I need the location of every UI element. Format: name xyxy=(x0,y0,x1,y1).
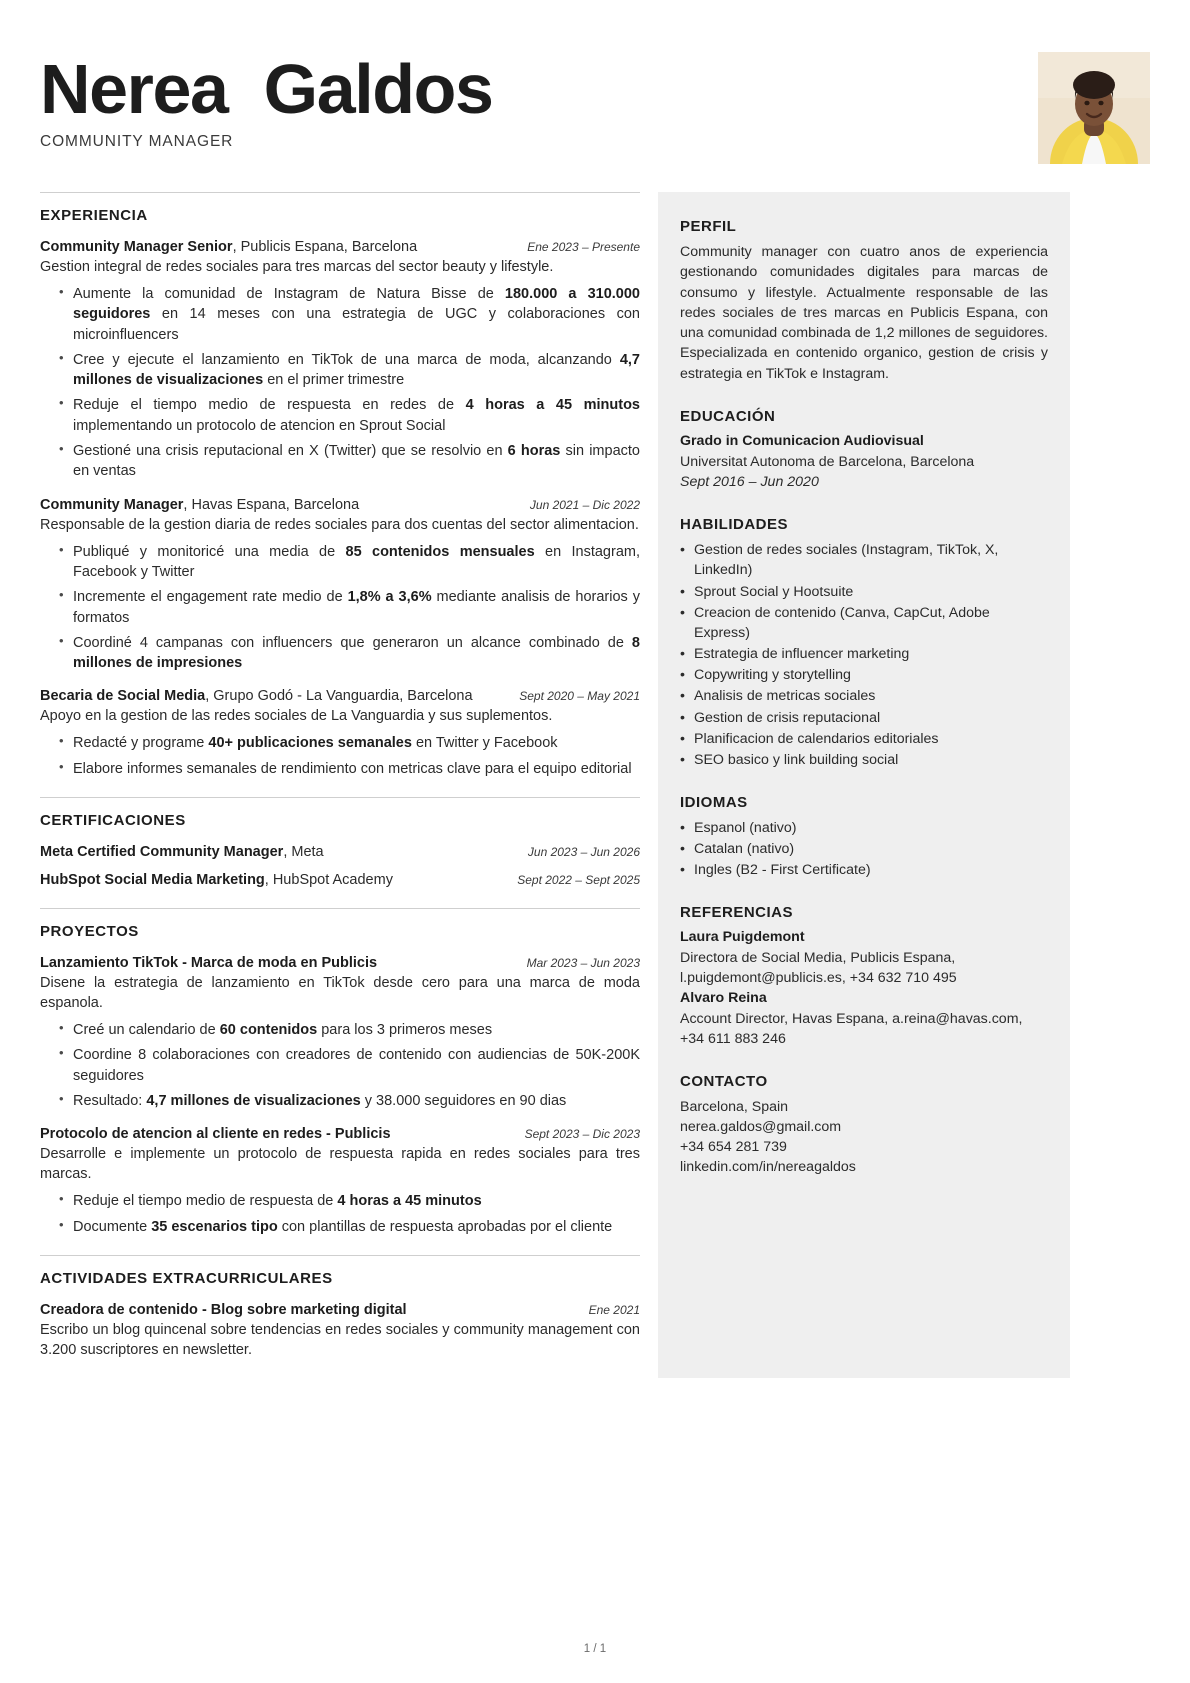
education-degree: Grado in Comunicacion Audiovisual xyxy=(680,433,924,450)
experience-entry xyxy=(40,237,640,482)
sidebar-section-habilidades xyxy=(680,516,1048,770)
highlight-text: 40+ publicaciones semanales xyxy=(208,735,412,752)
entry-date: Sept 2020 – May 2021 xyxy=(519,689,640,704)
contact-list xyxy=(680,1097,1048,1178)
sidebar-heading: IDIOMAS xyxy=(680,793,748,811)
project-entry xyxy=(40,1124,640,1237)
skill-item: • Gestion de crisis reputacional xyxy=(680,708,1048,728)
contact-line: linkedin.com/in/nereagaldos xyxy=(680,1159,856,1176)
page-indicator: 1 / 1 xyxy=(583,1643,607,1655)
skill-item: • Gestion de redes sociales (Instagram, TikTok, X, LinkedIn) xyxy=(680,540,1048,580)
section-heading: ACTIVIDADES EXTRACURRICULARES xyxy=(40,1269,333,1287)
bullet-list xyxy=(40,284,640,482)
entry-title: Community Manager, Havas Espana, Barcelona xyxy=(40,496,360,513)
section-heading: PROYECTOS xyxy=(40,923,139,941)
extracurricular-title: Creadora de contenido - Blog sobre marketing digital xyxy=(40,1301,407,1318)
bullet-list xyxy=(40,542,640,674)
project-title: Protocolo de atencion al cliente en redes - Publicis xyxy=(40,1126,391,1143)
reference-entry xyxy=(680,928,1048,988)
entry-date: Jun 2021 – Dic 2022 xyxy=(529,497,640,512)
sidebar-section-idiomas xyxy=(680,794,1048,880)
list-item: • Gestioné una crisis reputacional en X (Twitter) que se resolvio en 6 horas sin impacto en ventas xyxy=(40,441,640,482)
education-school: Universitat Autonoma de Barcelona, Barcelona xyxy=(680,453,975,470)
bullet-list xyxy=(40,1020,640,1111)
contact-line: +34 654 281 739 xyxy=(680,1139,787,1156)
section-divider xyxy=(40,192,640,193)
highlight-text: 4 horas a 45 minutos xyxy=(465,397,640,414)
entry-header xyxy=(40,237,640,257)
certification-title: Meta Certified Community Manager, Meta xyxy=(40,844,324,861)
project-description: Disene la estrategia de lanzamiento en TikTok desde cero para una marca de moda espanola. xyxy=(40,975,640,1012)
sidebar-section-contacto xyxy=(680,1073,1048,1178)
education-date: Sept 2016 – Jun 2020 xyxy=(680,474,819,491)
entry-header xyxy=(40,1124,640,1144)
highlight-text: 4,7 millones de visualizaciones xyxy=(73,351,640,389)
sidebar-section-educacion xyxy=(680,408,1048,492)
page-footer xyxy=(0,1643,1190,1655)
reference-name: Laura Puigdemont xyxy=(680,929,805,946)
sidebar-heading: EDUCACIÓN xyxy=(680,408,776,426)
section-divider xyxy=(40,797,640,798)
skill-item: • Sprout Social y Hootsuite xyxy=(680,582,1048,602)
list-item: • Creé un calendario de 60 contenidos para los 3 primeros meses xyxy=(40,1020,640,1040)
avatar xyxy=(1038,52,1150,164)
project-date: Sept 2023 – Dic 2023 xyxy=(524,1127,640,1142)
experience-entry xyxy=(40,495,640,674)
section-proyectos xyxy=(40,923,640,1237)
section-certificaciones xyxy=(40,812,640,890)
reference-detail: Account Director, Havas Espana, a.reina@havas.com, +34 611 883 246 xyxy=(680,1010,1023,1047)
main-column xyxy=(40,192,640,1378)
reference-name: Alvaro Reina xyxy=(680,989,767,1006)
sidebar-section-perfil xyxy=(680,218,1048,384)
entry-header xyxy=(40,495,640,515)
list-item: • Resultado: 4,7 millones de visualizaciones y 38.000 seguidores en 90 dias xyxy=(40,1091,640,1111)
skill-item: • SEO basico y link building social xyxy=(680,750,1048,770)
project-entries xyxy=(40,953,640,1237)
sidebar-heading: CONTACTO xyxy=(680,1072,768,1090)
highlight-text: 4 horas a 45 minutos xyxy=(337,1193,482,1210)
header-identity xyxy=(40,42,493,151)
references-list xyxy=(680,928,1048,1048)
list-item: • Redacté y programe 40+ publicaciones semanales en Twitter y Facebook xyxy=(40,733,640,753)
entry-description: Responsable de la gestion diaria de redes sociales para dos cuentas del sector alimentacion. xyxy=(40,516,639,533)
project-entry xyxy=(40,953,640,1111)
highlight-text: 8 millones de impresiones xyxy=(73,634,640,672)
entry-header xyxy=(40,953,640,973)
reference-detail: Directora de Social Media, Publicis Espana, l.puigdemont@publicis.es, +34 632 710 495 xyxy=(680,950,957,987)
highlight-text: 60 contenidos xyxy=(219,1022,318,1039)
certification-entries xyxy=(40,842,640,890)
list-item: • Aumente la comunidad de Instagram de Natura Bisse de 180.000 a 310.000 seguidores en 14 meses con una estrategia de UGC y colaboraciones con microinfluencers xyxy=(40,284,640,345)
extracurricular-entry xyxy=(40,1300,640,1360)
project-description: Desarrolle e implemente un protocolo de respuesta rapida en redes sociales para tres marcas. xyxy=(40,1146,640,1183)
list-item: • Documente 35 escenarios tipo con plantillas de respuesta aprobadas por el cliente xyxy=(40,1217,640,1237)
contact-line: Barcelona, Spain xyxy=(680,1098,789,1115)
section-divider xyxy=(40,1255,640,1256)
highlight-text: 4,7 millones de visualizaciones xyxy=(146,1092,361,1109)
entry-description: Gestion integral de redes sociales para tres marcas del sector beauty y lifestyle. xyxy=(40,259,554,275)
section-actividades xyxy=(40,1270,640,1360)
certification-row xyxy=(40,870,640,890)
entry-header xyxy=(40,686,640,706)
extracurricular-entries xyxy=(40,1300,640,1360)
job-title: COMMUNITY MANAGER xyxy=(40,133,234,151)
profile-text: Community manager con cuatro anos de experiencia gestionando comunidades digitales para marcas de consumo y lifestyle. Actualmente responsable de las redes sociales de tres marcas en Publicis Espana, con una comunidad combinada de 1,2 millones de seguidores. Especializada en contenido organico, gestion de crisis y estrategia en TikTok e Instagram. xyxy=(680,244,1048,382)
sidebar-heading: REFERENCIAS xyxy=(680,904,794,922)
highlight-text: 85 contenidos mensuales xyxy=(345,543,535,560)
entry-title: Community Manager Senior, Publicis Espana, Barcelona xyxy=(40,239,418,255)
profile-photo-illustration xyxy=(1038,52,1150,164)
extracurricular-description: Escribo un blog quincenal sobre tendencias en redes sociales y community management con 3.200 suscriptores en newsletter. xyxy=(40,1321,640,1358)
project-title: Lanzamiento TikTok - Marca de moda en Publicis xyxy=(40,955,378,972)
list-item: • Incremente el engagement rate medio de 1,8% a 3,6% mediante analisis de horarios y formatos xyxy=(40,587,640,628)
list-item: • Reduje el tiempo medio de respuesta de 4 horas a 45 minutos xyxy=(40,1191,640,1211)
extracurricular-date: Ene 2021 xyxy=(588,1302,640,1317)
list-item: • Reduje el tiempo medio de respuesta en redes de 4 horas a 45 minutos implementando un protocolo de atencion en Sprout Social xyxy=(40,395,640,436)
skill-item: • Creacion de contenido (Canva, CapCut, Adobe Express) xyxy=(680,603,1048,643)
list-item: • Cree y ejecute el lanzamiento en TikTok de una marca de moda, alcanzando 4,7 millones de visualizaciones en el primer trimestre xyxy=(40,350,640,391)
entry-header xyxy=(40,1300,640,1320)
entry-title: Becaria de Social Media, Grupo Godó - La Vanguardia, Barcelona xyxy=(40,688,473,705)
skill-item: • Estrategia de influencer marketing xyxy=(680,644,1048,664)
highlight-text: 180.000 a 310.000 seguidores xyxy=(73,286,640,323)
highlight-text: 6 horas xyxy=(507,443,561,460)
experience-entry xyxy=(40,686,640,779)
list-item: • Elabore informes semanales de rendimiento con metricas clave para el equipo editorial xyxy=(40,759,640,779)
language-item: • Catalan (nativo) xyxy=(680,839,1048,859)
section-experiencia xyxy=(40,207,640,779)
sidebar-heading: PERFIL xyxy=(680,218,737,235)
entry-description: Apoyo en la gestion de las redes sociales de La Vanguardia y sus suplementos. xyxy=(40,708,553,725)
entry-date: Ene 2023 – Presente xyxy=(527,240,640,254)
contact-line: nerea.galdos@gmail.com xyxy=(680,1118,842,1135)
project-date: Mar 2023 – Jun 2023 xyxy=(526,956,640,971)
skills-list xyxy=(680,540,1048,770)
certification-title: HubSpot Social Media Marketing, HubSpot Academy xyxy=(40,872,393,889)
highlight-text: 35 escenarios tipo xyxy=(151,1218,278,1235)
section-heading: EXPERIENCIA xyxy=(40,207,148,224)
language-item: • Espanol (nativo) xyxy=(680,818,1048,838)
certification-date: Sept 2022 – Sept 2025 xyxy=(517,873,640,888)
certification-date: Jun 2023 – Jun 2026 xyxy=(527,845,640,860)
resume-body xyxy=(40,192,1150,1378)
highlight-text: 1,8% a 3,6% xyxy=(347,589,432,606)
skill-item: • Planificacion de calendarios editoriales xyxy=(680,729,1048,749)
list-item: • Coordiné 4 campanas con influencers que generaron un alcance combinado de 8 millones de impresiones xyxy=(40,633,640,674)
language-item: • Ingles (B2 - First Certificate) xyxy=(680,860,1048,880)
reference-entry xyxy=(680,989,1048,1049)
bullet-list xyxy=(40,733,640,779)
languages-list xyxy=(680,818,1048,880)
certification-row xyxy=(40,842,640,862)
page-title: Nerea Galdos xyxy=(40,50,493,128)
experience-entries xyxy=(40,237,640,779)
sidebar xyxy=(658,192,1070,1378)
sidebar-section-referencias xyxy=(680,904,1048,1048)
bullet-list xyxy=(40,1191,640,1237)
skill-item: • Copywriting y storytelling xyxy=(680,665,1048,685)
section-divider xyxy=(40,908,640,909)
resume-header xyxy=(40,42,1150,170)
skill-item: • Analisis de metricas sociales xyxy=(680,686,1048,706)
list-item: • Coordine 8 colaboraciones con creadores de contenido con audiencias de 50K-200K seguidores xyxy=(40,1045,640,1086)
list-item: • Publiqué y monitoricé una media de 85 contenidos mensuales en Instagram, Facebook y Twitter xyxy=(40,542,640,583)
section-heading: CERTIFICACIONES xyxy=(40,812,186,830)
sidebar-heading: HABILIDADES xyxy=(680,516,789,534)
